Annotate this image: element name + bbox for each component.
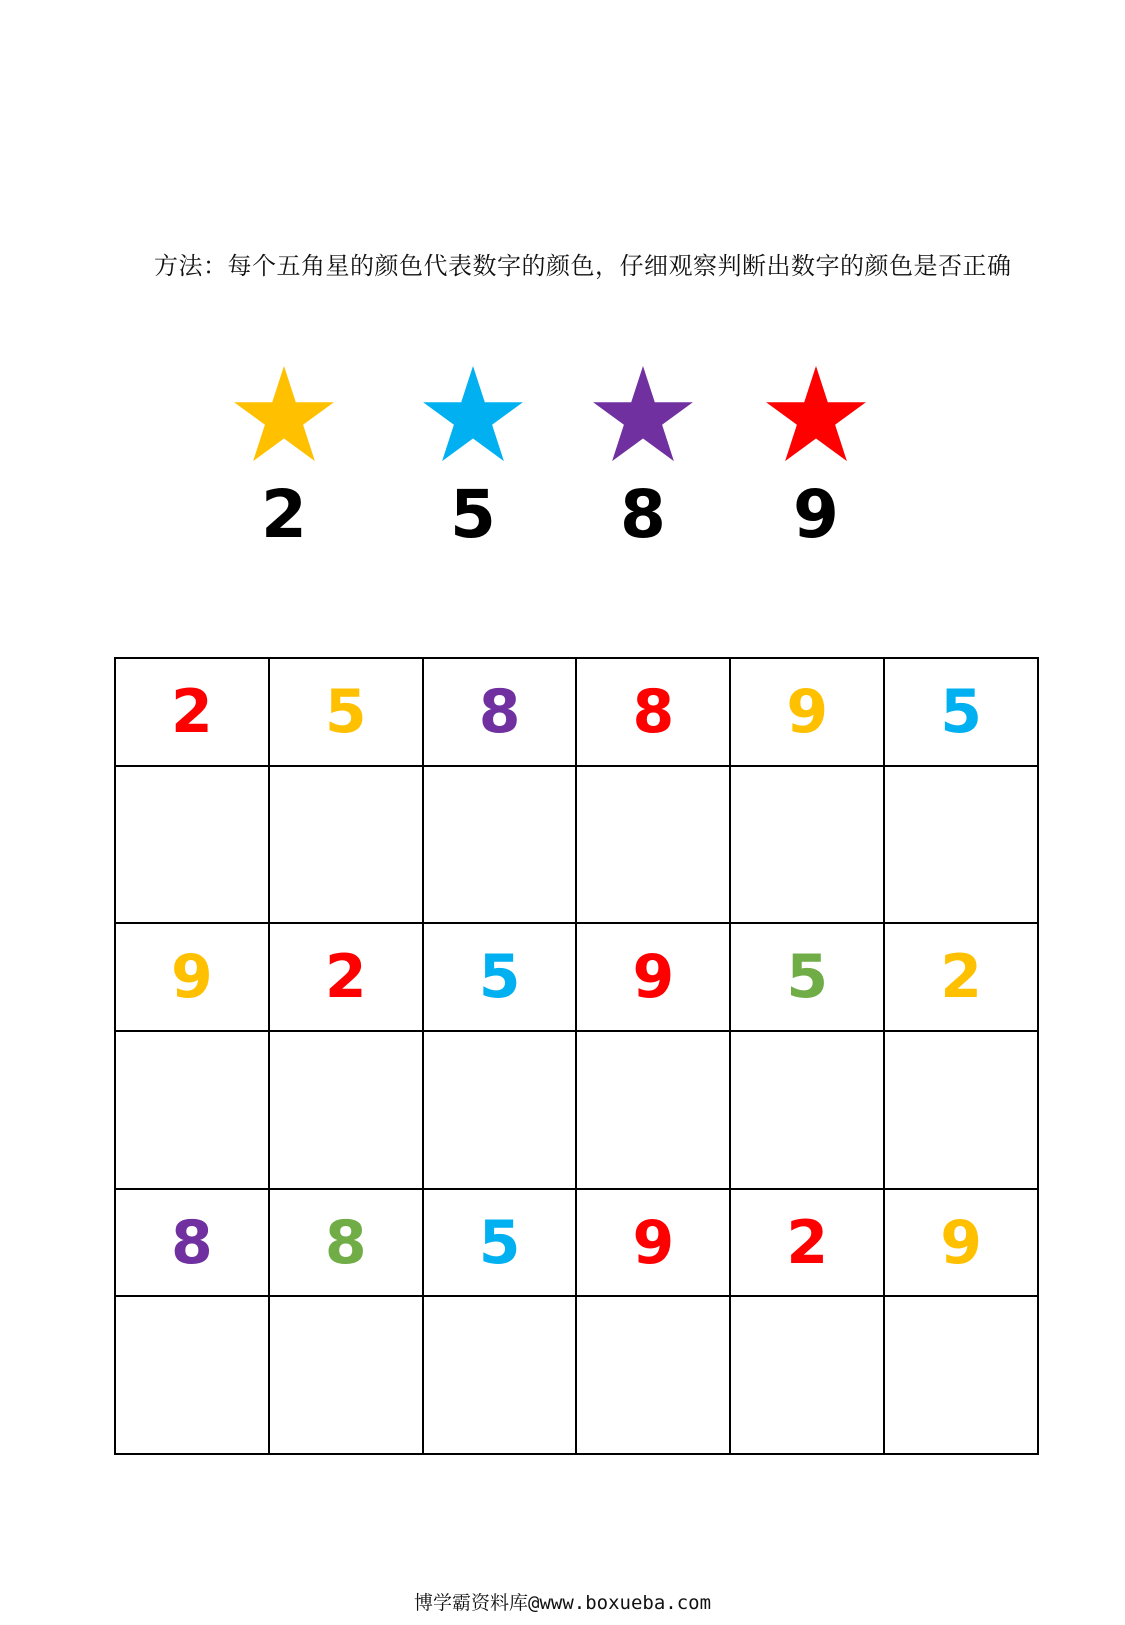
grid-cell — [730, 658, 884, 766]
grid-number: 5 — [324, 676, 367, 747]
answer-cell[interactable] — [884, 1031, 1038, 1189]
star-icon — [423, 360, 523, 468]
star-icon — [593, 360, 693, 468]
grid-number: 5 — [786, 942, 829, 1013]
grid-number: 8 — [171, 1207, 213, 1278]
grid-cell — [269, 923, 423, 1031]
grid-cell — [115, 1189, 269, 1297]
grid-number: 8 — [632, 676, 675, 747]
answer-cell[interactable] — [730, 1031, 884, 1189]
grid-cell — [884, 1189, 1038, 1297]
answer-cell[interactable] — [115, 1031, 269, 1189]
answer-cell[interactable] — [423, 766, 577, 924]
answer-cell[interactable] — [730, 766, 884, 924]
grid-cell — [576, 658, 730, 766]
star-shape — [234, 366, 334, 461]
grid-cell — [884, 658, 1038, 766]
answer-cell[interactable] — [269, 766, 423, 924]
grid-number: 2 — [786, 1207, 829, 1278]
answer-cell[interactable] — [884, 1296, 1038, 1454]
grid-cell — [423, 923, 577, 1031]
footer-site-name: 博学霸资料库 — [413, 1592, 528, 1614]
instruction-text: 方法：每个五角星的颜色代表数字的颜色，仔细观察判断出数字的颜色是否正确 — [154, 252, 1012, 280]
grid-number: 2 — [324, 942, 367, 1013]
grid-number: 9 — [786, 676, 829, 747]
answer-cell[interactable] — [576, 766, 730, 924]
answer-cell[interactable] — [423, 1296, 577, 1454]
grid-row-blank-2 — [115, 1031, 1038, 1189]
grid-row-numbers-1 — [115, 658, 1038, 766]
grid-cell — [269, 658, 423, 766]
grid-cell — [576, 1189, 730, 1297]
key-item-1 — [229, 360, 339, 553]
grid-number: 2 — [940, 942, 982, 1013]
footer-url[interactable]: www.boxueba.com — [539, 1592, 712, 1614]
grid-number: 9 — [171, 942, 213, 1013]
grid-cell — [423, 658, 577, 766]
key-number: 5 — [450, 476, 496, 553]
grid-row-numbers-2 — [115, 923, 1038, 1031]
key-item-3 — [588, 360, 698, 553]
key-number: 2 — [261, 476, 307, 553]
grid-number: 2 — [171, 676, 213, 747]
grid-cell — [730, 1189, 884, 1297]
answer-cell[interactable] — [115, 1296, 269, 1454]
grid-number: 9 — [632, 1207, 675, 1278]
star-shape — [593, 366, 693, 461]
answer-cell[interactable] — [269, 1031, 423, 1189]
grid-number: 9 — [632, 942, 675, 1013]
star-icon — [766, 360, 866, 468]
star-shape — [766, 366, 866, 461]
star-shape — [423, 366, 523, 461]
grid-cell — [884, 923, 1038, 1031]
answer-cell[interactable] — [269, 1296, 423, 1454]
grid-row-numbers-3 — [115, 1189, 1038, 1297]
answer-cell[interactable] — [423, 1031, 577, 1189]
grid-number: 8 — [478, 676, 521, 747]
footer-at-symbol: @ — [527, 1592, 540, 1614]
footer-watermark — [0, 1588, 1125, 1615]
grid-number: 8 — [324, 1207, 367, 1278]
grid-row-blank-3 — [115, 1296, 1038, 1454]
grid-cell — [115, 923, 269, 1031]
key-item-4 — [761, 360, 871, 553]
grid-cell — [576, 923, 730, 1031]
grid-number: 9 — [940, 1207, 982, 1278]
answer-cell[interactable] — [576, 1296, 730, 1454]
grid-number: 5 — [478, 1207, 521, 1278]
answer-cell[interactable] — [576, 1031, 730, 1189]
star-icon — [234, 360, 334, 468]
answer-cell[interactable] — [115, 766, 269, 924]
key-number: 9 — [793, 476, 839, 553]
grid-cell — [423, 1189, 577, 1297]
key-item-2 — [418, 360, 528, 553]
number-grid — [114, 657, 1039, 1455]
answer-cell[interactable] — [884, 766, 1038, 924]
grid-cell — [269, 1189, 423, 1297]
answer-cell[interactable] — [730, 1296, 884, 1454]
grid-cell — [115, 658, 269, 766]
grid-number: 5 — [940, 676, 982, 747]
grid-cell — [730, 923, 884, 1031]
key-number: 8 — [620, 476, 666, 553]
grid-number: 5 — [478, 942, 521, 1013]
grid-row-blank-1 — [115, 766, 1038, 924]
